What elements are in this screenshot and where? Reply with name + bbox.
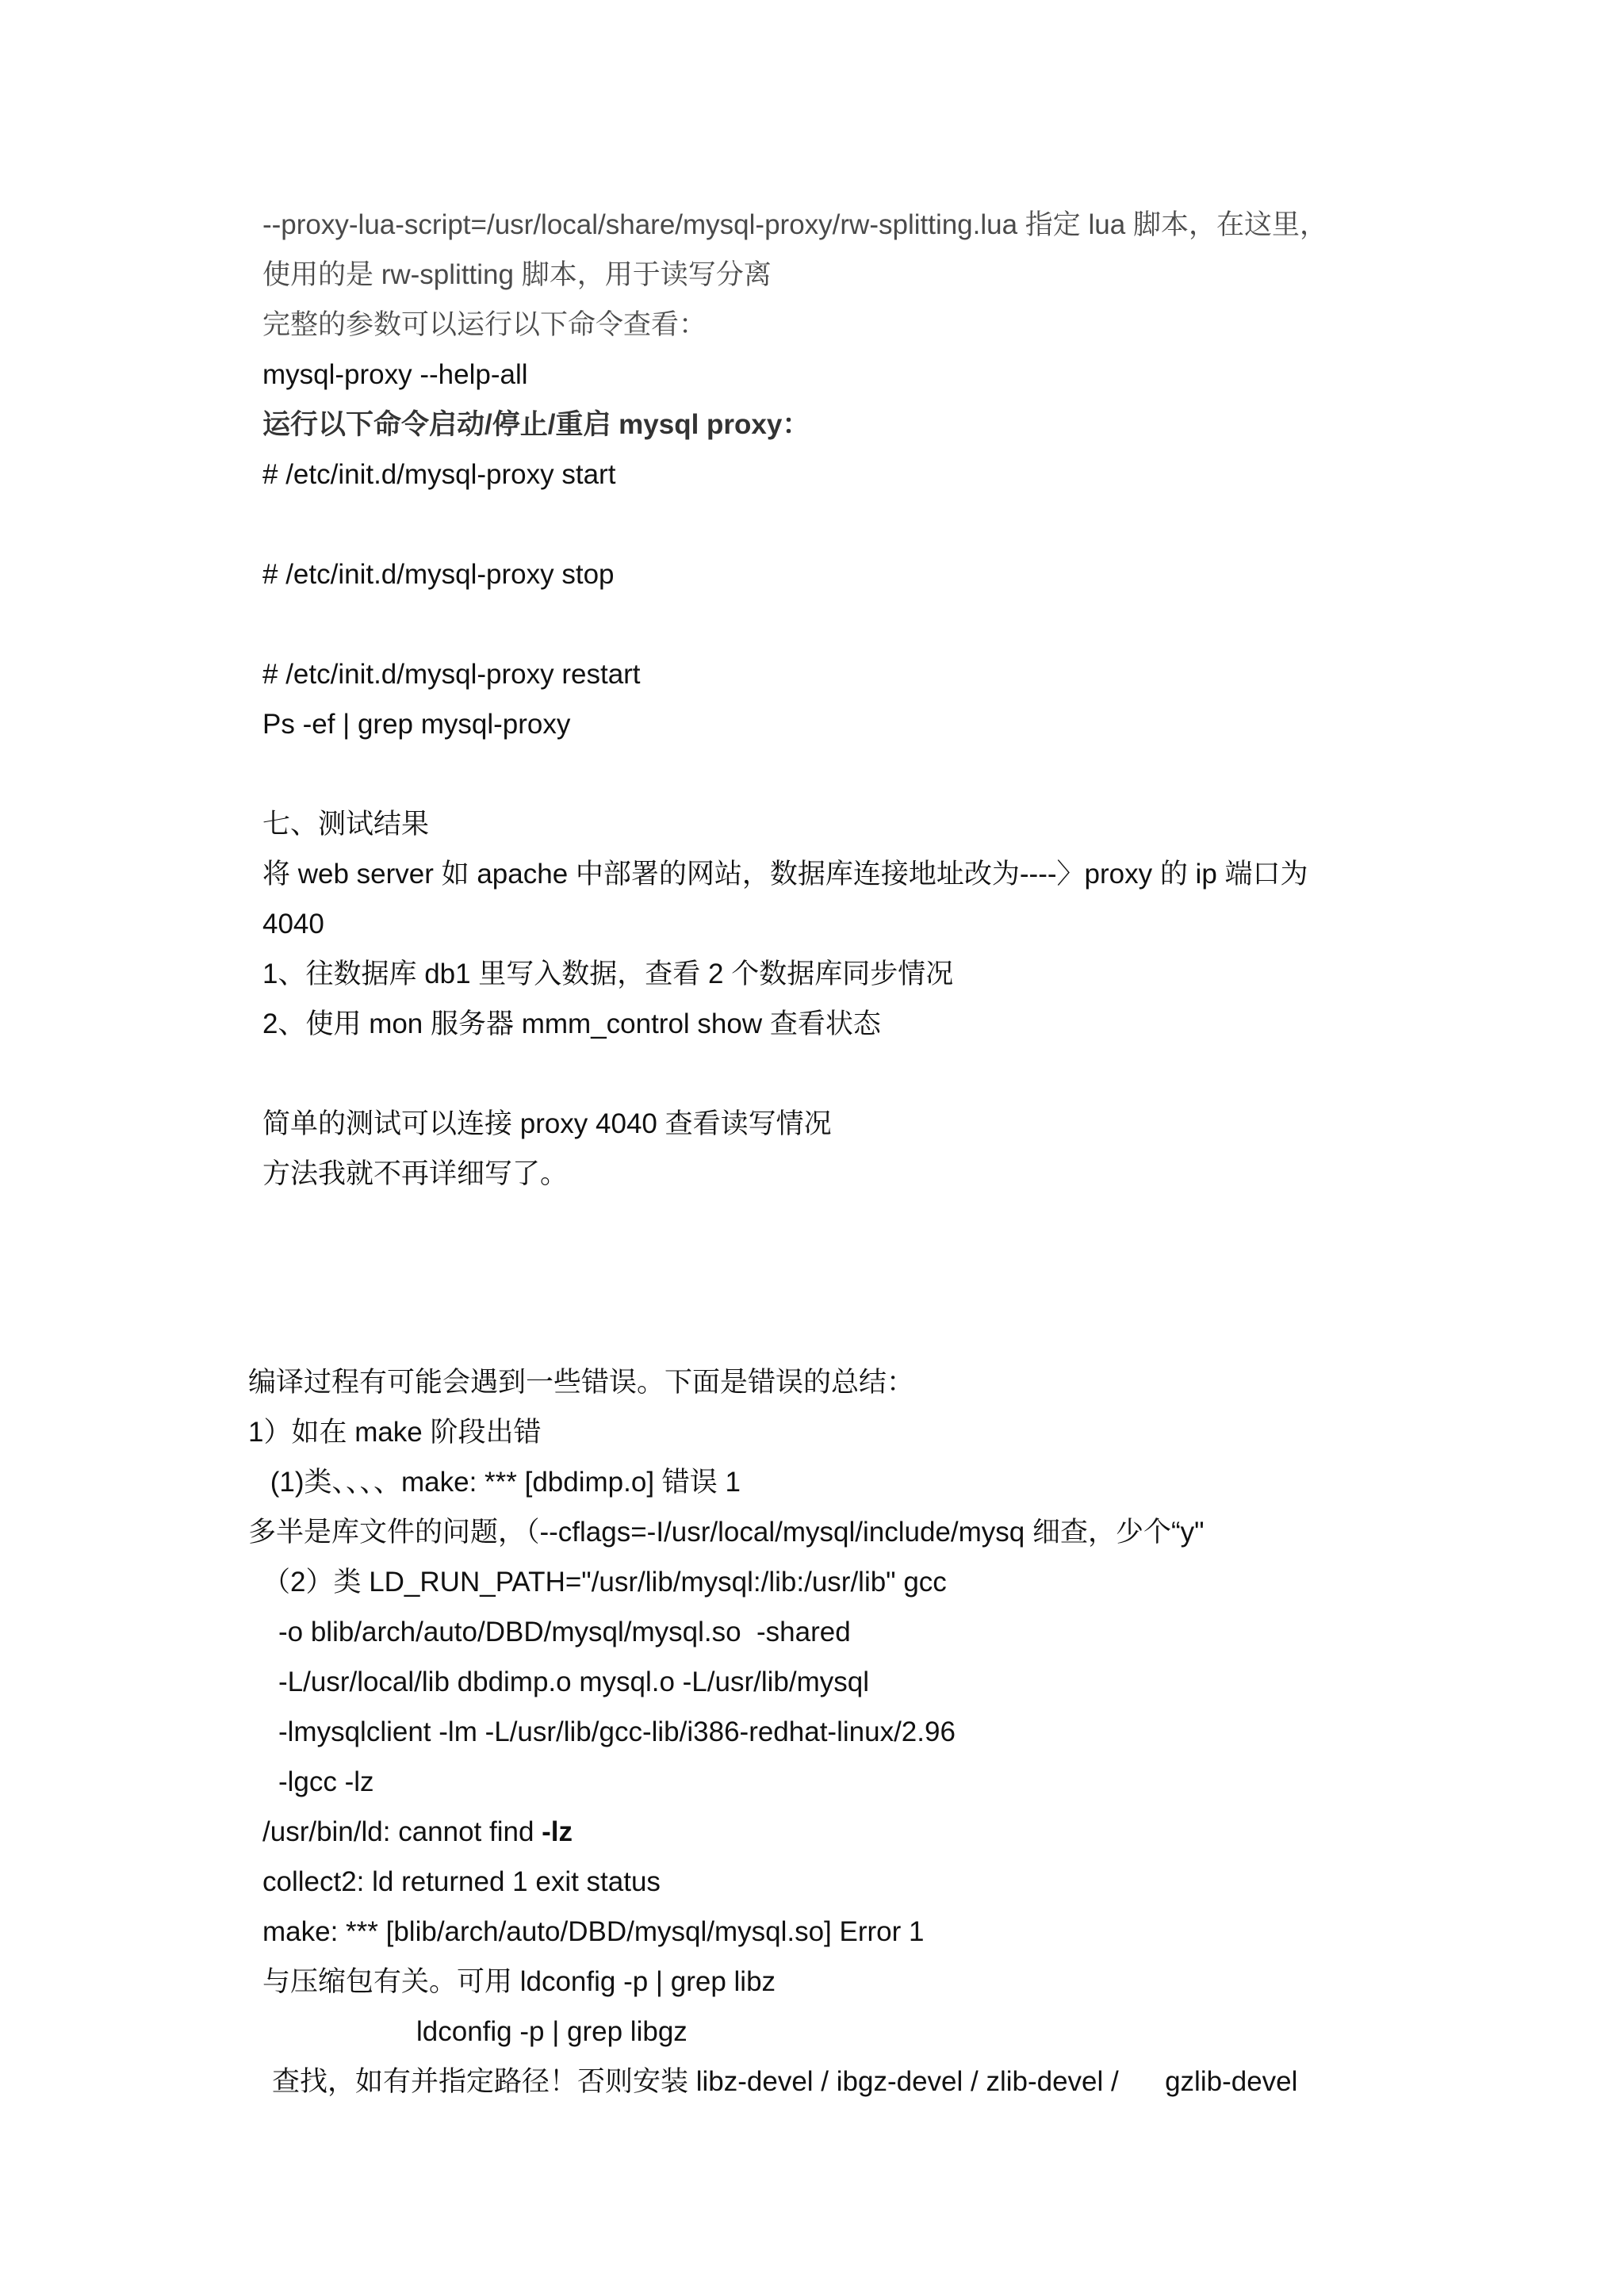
code-line: -lmysqlclient -lm -L/usr/lib/gcc-lib/i386-redhat-linux/2.96: [278, 1716, 956, 1747]
command-line: # /etc/init.d/mysql-proxy start: [262, 459, 616, 490]
code-line: ldconfig -p | grep libgz: [416, 2016, 688, 2047]
text-line: 2、使用 mon 服务器 mmm_control show 查看状态: [262, 1008, 881, 1039]
section-heading: 运行以下命令启动/停止/重启 mysql proxy：: [262, 409, 810, 440]
text-line: 编译过程有可能会遇到一些错误。下面是错误的总结：: [248, 1367, 915, 1398]
text-line: （2）类 LD_RUN_PATH="/usr/lib/mysql:/lib:/usr/lib" gcc: [262, 1567, 947, 1598]
text-line: 方法我就不再详细写了。: [262, 1158, 569, 1189]
code-line: make: *** [blib/arch/auto/DBD/mysql/mysql.so] Error 1: [262, 1916, 925, 1947]
text-line: 查找，如有并指定路径！否则安装 libz-devel / ibgz-devel / zlib-devel / gzlib-devel: [272, 2066, 1298, 2097]
text-line: 与压缩包有关。可用 ldconfig -p | grep libz: [262, 1966, 776, 1997]
code-line: -lgcc -lz: [278, 1766, 374, 1797]
text-line: mysql-proxy --help-all: [262, 359, 528, 390]
code-line: collect2: ld returned 1 exit status: [262, 1866, 661, 1897]
text-line: 简单的测试可以连接 proxy 4040 查看读写情况: [262, 1108, 832, 1139]
text-line: 1、往数据库 db1 里写入数据，查看 2 个数据库同步情况: [262, 959, 954, 989]
text-line: 4040: [262, 909, 324, 939]
code-line: -o blib/arch/auto/DBD/mysql/mysql.so -shared: [278, 1617, 851, 1647]
command-line: # /etc/init.d/mysql-proxy stop: [262, 559, 615, 590]
text-line: --proxy-lua-script=/usr/local/share/mysql-proxy/rw-splitting.lua 指定 lua 脚本，在这里，: [262, 209, 1327, 240]
code-line: -L/usr/local/lib dbdimp.o mysql.o -L/usr/lib/mysql: [278, 1667, 869, 1697]
text-line: 将 web server 如 apache 中部署的网站，数据库连接地址改为----〉proxy 的 ip 端口为: [262, 859, 1308, 890]
code-line: [262, 1815, 573, 1850]
text-line: 1）如在 make 阶段出错: [248, 1417, 542, 1448]
section-heading: 七、测试结果: [262, 809, 430, 840]
text-line: (1)类、、、、make: *** [dbdimp.o] 错误 1: [262, 1467, 741, 1498]
code-text: /usr/bin/ld: cannot find: [262, 1816, 542, 1847]
text-line: 使用的是 rw-splitting 脚本，用于读写分离: [262, 259, 772, 290]
text-line: 多半是库文件的问题，（--cflags=-I/usr/local/mysql/include/mysq 细查，少个“y": [248, 1517, 1205, 1548]
command-line: Ps -ef | grep mysql-proxy: [262, 709, 571, 740]
text-line: 完整的参数可以运行以下命令查看：: [262, 309, 707, 340]
code-text-bold: -lz: [542, 1816, 573, 1847]
command-line: # /etc/init.d/mysql-proxy restart: [262, 659, 641, 690]
